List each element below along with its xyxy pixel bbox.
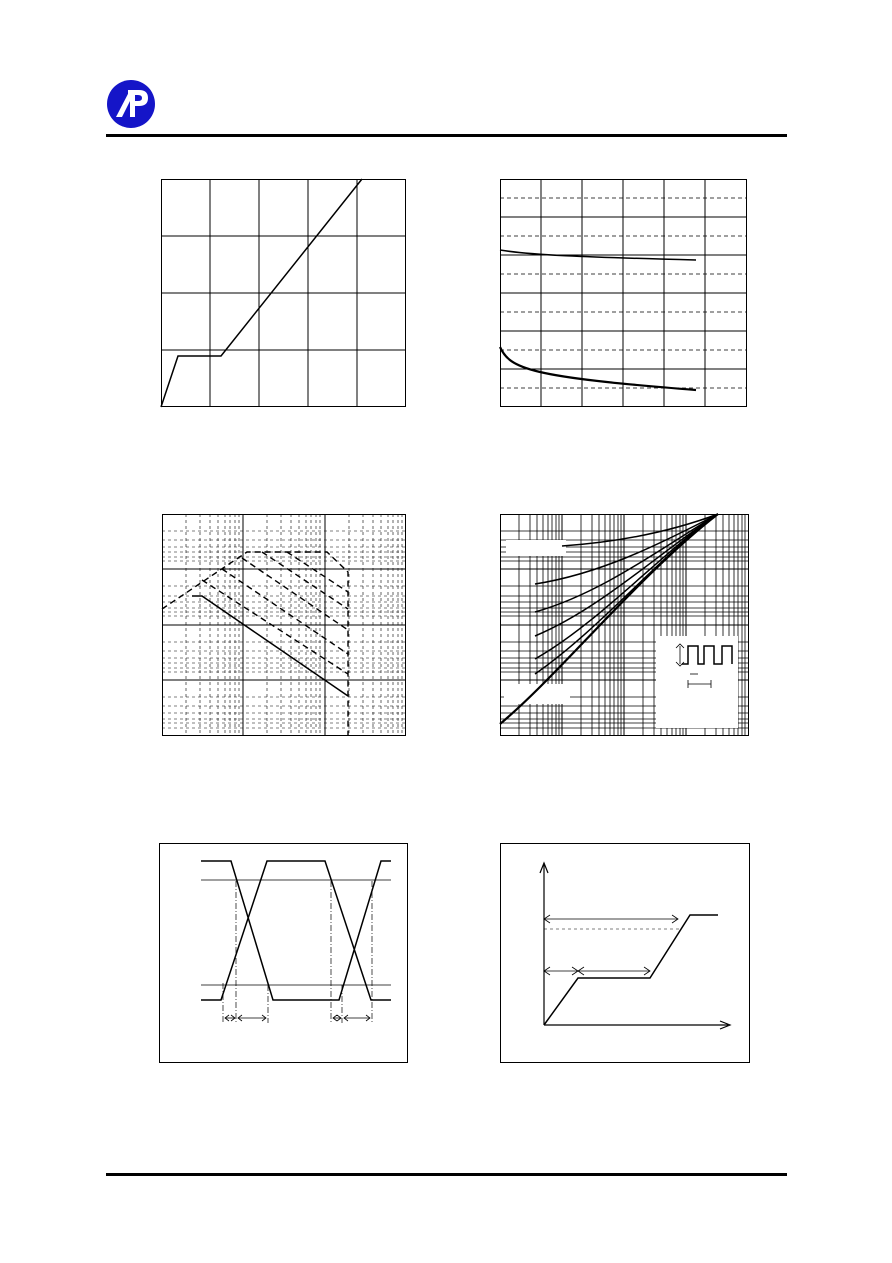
chart-4-label-mask-1	[506, 540, 566, 556]
gate-charge-curve	[544, 915, 718, 1025]
chart-3-grid	[162, 514, 406, 736]
chart-3	[162, 514, 406, 736]
chart-6	[500, 843, 750, 1063]
waveform-gate	[201, 861, 391, 1000]
header-rule	[106, 134, 787, 137]
chart-4-inset-box	[656, 636, 738, 728]
chart-3-series-b	[222, 569, 348, 654]
chart-1	[161, 179, 406, 407]
footer-rule	[106, 1173, 787, 1176]
chart-3-series-a	[202, 580, 348, 674]
timing-arrows	[225, 1015, 370, 1021]
chart-1-grid	[161, 179, 406, 407]
company-logo-icon	[106, 79, 156, 129]
chart-4	[500, 514, 749, 736]
axes	[540, 863, 730, 1029]
chart-2-grid	[500, 179, 747, 407]
chart-5	[159, 843, 408, 1063]
chart-4-label-mask-2	[504, 684, 570, 704]
waveform-drain	[201, 861, 391, 1000]
chart-2	[500, 179, 747, 407]
